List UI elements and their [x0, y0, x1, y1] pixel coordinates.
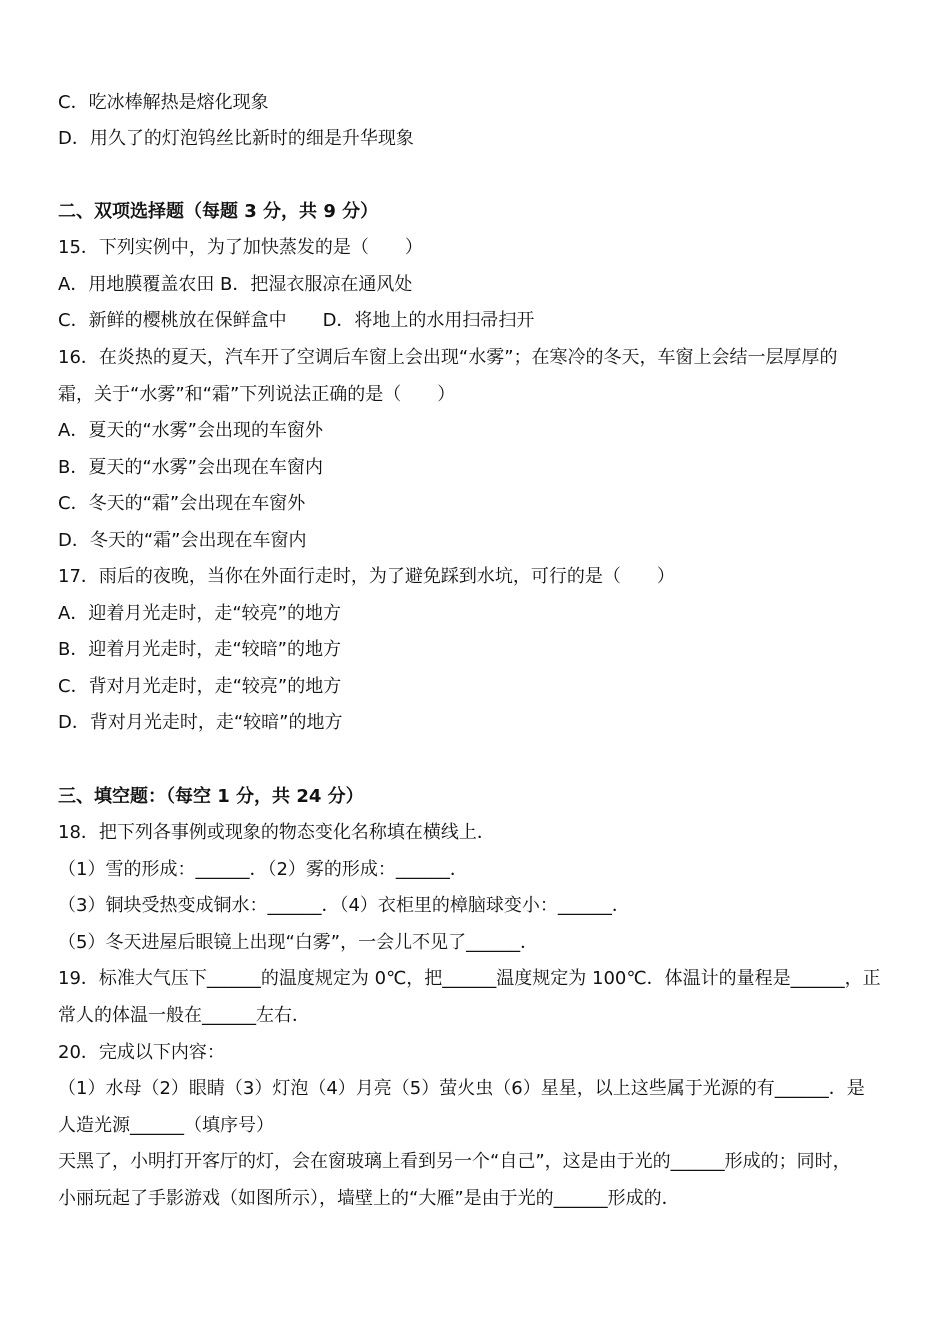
q16-option-b: B．夏天的“水雾”会出现在车窗内 [58, 457, 323, 478]
q16-option-d: D．冬天的“霜”会出现在车窗内 [58, 530, 307, 551]
q18-stem: 18．把下列各事例或现象的物态变化名称填在横线上． [58, 822, 495, 843]
q17-stem: 17．雨后的夜晚，当你在外面行走时，为了避免踩到水坑，可行的是（ ） [58, 566, 675, 587]
q15-options-ab: A．用地膜覆盖农田 B．把湿衣服凉在通风处 [58, 274, 413, 295]
q14-option-d: D．用久了的灯泡钨丝比新时的细是升华现象 [58, 128, 414, 149]
q18-item-5: （5）冬天进屋后眼镜上出现“白雾”，一会儿不见了______． [58, 932, 539, 953]
q14-option-c: C．吃冰棒解热是熔化现象 [58, 92, 269, 113]
q17-option-a: A．迎着月光走时，走“较亮”的地方 [58, 603, 341, 624]
q20-part2-line1: 天黑了，小明打开客厅的灯，会在窗玻璃上看到另一个“自己”，这是由于光的______形成的；同时， [58, 1151, 851, 1172]
q15-stem: 15．下列实例中，为了加快蒸发的是（ ） [58, 237, 423, 258]
q17-option-d: D．背对月光走时，走“较暗”的地方 [58, 712, 343, 733]
section-3-heading: 三、填空题：（每空 1 分，共 24 分） [58, 786, 364, 807]
q17-option-c: C．背对月光走时，走“较亮”的地方 [58, 676, 342, 697]
q15-options-cd: C．新鲜的樱桃放在保鲜盒中 D．将地上的水用扫帚扫开 [58, 310, 535, 331]
q17-option-b: B．迎着月光走时，走“较暗”的地方 [58, 639, 341, 660]
q16-stem-line1: 16．在炎热的夏天，汽车开了空调后车窗上会出现“水雾”；在寒冷的冬天，车窗上会结一层厚厚的 [58, 347, 838, 368]
section-2-heading: 二、双项选择题（每题 3 分，共 9 分） [58, 201, 379, 222]
q19-line1: 19．标准大气压下______的温度规定为 0℃，把______温度规定为 100℃．体温计的量程是______，正 [58, 968, 881, 989]
q16-option-a: A．夏天的“水雾”会出现的车窗外 [58, 420, 323, 441]
q18-items-3-4: （3）铜块受热变成铜水：______．（4）衣柜里的樟脑球变小：______． [58, 895, 630, 916]
q20-part2-line2: 小丽玩起了手影游戏（如图所示），墙壁上的“大雁”是由于光的______形成的． [58, 1188, 680, 1209]
q20-part1-line1: （1）水母（2）眼睛（3）灯泡（4）月亮（5）萤火虫（6）星星，以上这些属于光源的有______．是 [58, 1078, 865, 1099]
q20-part1-line2: 人造光源______（填序号） [58, 1115, 274, 1136]
q16-option-c: C．冬天的“霜”会出现在车窗外 [58, 493, 306, 514]
q19-line2: 常人的体温一般在______左右． [58, 1005, 310, 1026]
q16-stem-line2: 霜，关于“水雾”和“霜”下列说法正确的是（ ） [58, 384, 456, 405]
q18-items-1-2: （1）雪的形成：______．（2）雾的形成：______． [58, 859, 468, 880]
q20-stem: 20．完成以下内容： [58, 1042, 225, 1063]
